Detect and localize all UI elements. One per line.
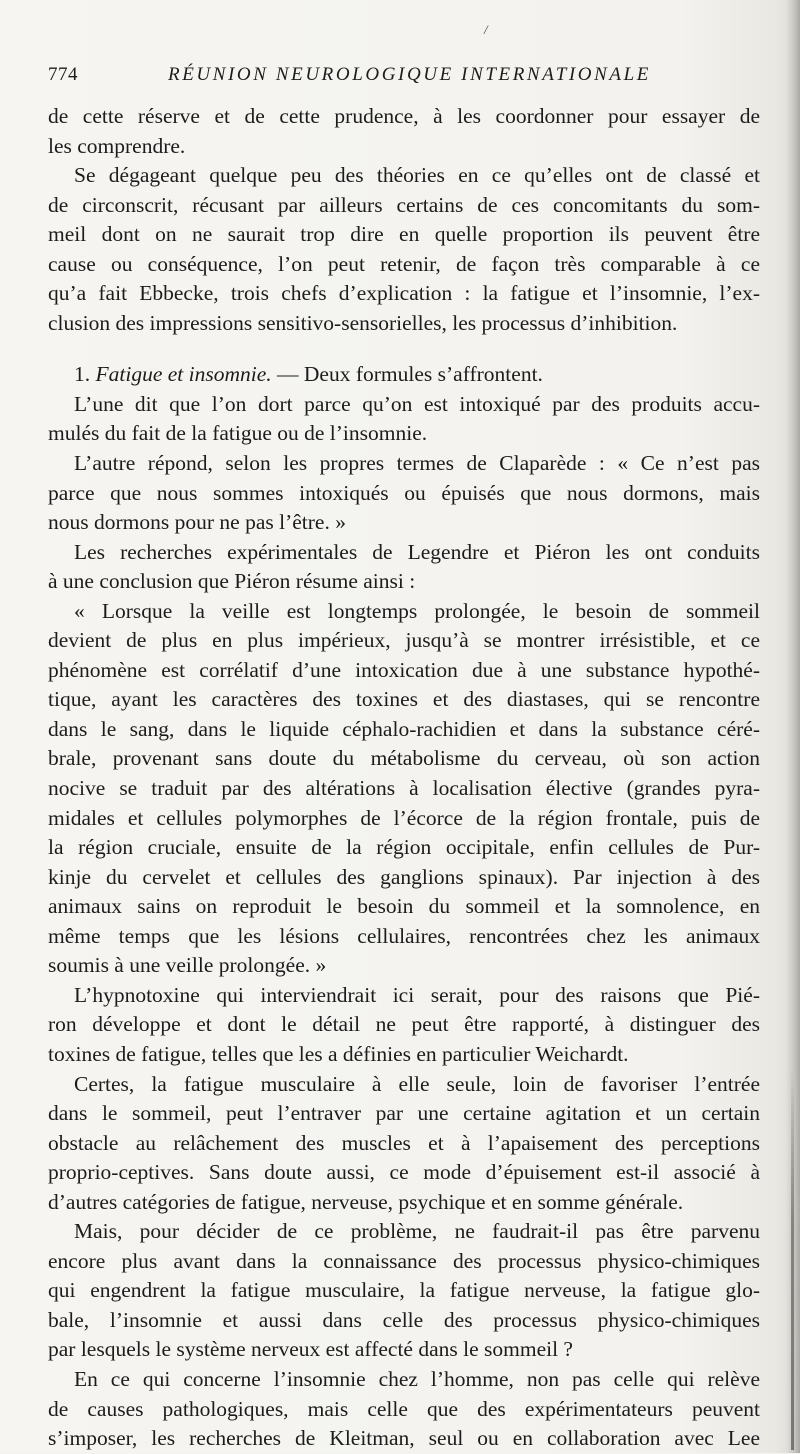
paragraph: [48, 538, 760, 597]
text-line: Certes, la fatigue musculaire à elle seule, loin de favoriser l’entrée: [74, 1071, 760, 1096]
text-line: kinje du cervelet et cellules des ganglions spinaux). Par injection à des: [48, 864, 760, 889]
text-line: la région cruciale, ensuite de la région occipitale, enfin cellules de Pur-: [48, 835, 760, 860]
section-number: 1.: [74, 362, 96, 387]
paragraph: [48, 161, 760, 338]
text-line: phénomène est corrélatif d’une intoxication due à une substance hypothé-: [48, 657, 760, 682]
text-line: animaux sains on reproduit le besoin du sommeil et la somnolence, en: [48, 894, 760, 919]
text-line: par lesquels le système nerveux est affecté dans le sommeil ?: [48, 1337, 573, 1362]
paragraph-gap: [48, 338, 760, 360]
text-line: devient de plus en plus impérieux, jusqu’à se montrer irrésistible, et ce: [48, 628, 760, 653]
paragraph: [48, 1365, 760, 1454]
text-line: Se dégageant quelque peu des théories en ce qu’elles ont de classé et: [74, 163, 760, 188]
paragraph: [48, 597, 760, 981]
paragraph: [48, 1070, 760, 1218]
paragraph: [48, 1217, 760, 1365]
text-line: L’hypnotoxine qui interviendrait ici serait, pour des raisons que Pié-: [74, 982, 760, 1007]
paragraph: [48, 390, 760, 449]
text-line: qui engendrent la fatigue musculaire, la fatigue nerveuse, la fatigue glo-: [48, 1278, 760, 1303]
section-heading: [48, 360, 760, 390]
text-line: mulés du fait de la fatigue ou de l’insomnie.: [48, 421, 428, 446]
running-title: RÉUNION NEUROLOGIQUE INTERNATIONALE: [168, 64, 651, 85]
text-line: bale, l’insomnie et aussi dans celle des processus physico-chimiques: [48, 1307, 760, 1332]
text-line: clusion des impressions sensitivo-sensorielles, les processus d’inhibition.: [48, 310, 678, 335]
running-header: [48, 64, 754, 94]
body-text: [48, 102, 760, 1454]
text-line: d’autres catégories de fatigue, nerveuse, psychique et en somme générale.: [48, 1189, 684, 1214]
text-line: En ce qui concerne l’insomnie chez l’homme, non pas celle qui relève: [74, 1366, 760, 1391]
text-line: obstacle au relâchement des muscles et à l’apaisement des perceptions: [48, 1130, 760, 1155]
section-heading-text: — Deux formules s’affrontent.: [271, 362, 543, 387]
section-title: Fatigue et insomnie.: [95, 362, 272, 387]
text-line: les comprendre.: [48, 133, 186, 158]
text-line: encore plus avant dans la connaissance des processus physico-chimiques: [48, 1248, 760, 1273]
text-line: soumis à une veille prolongée. »: [48, 953, 327, 978]
binding-edge: [791, 1070, 794, 1450]
text-line: meil dont on ne saurait trop dire en quelle proportion ils peuvent être: [48, 222, 760, 247]
text-line: L’une dit que l’on dort parce qu’on est intoxiqué par des produits accu-: [74, 391, 760, 416]
text-line: ron développe et dont le détail ne peut être rapporté, à distinguer des: [48, 1012, 760, 1037]
text-line: cause ou conséquence, l’on peut retenir, de façon très comparable à ce: [48, 251, 760, 276]
text-line: « Lorsque la veille est longtemps prolongée, le besoin de sommeil: [74, 598, 760, 623]
text-line: dans le sang, dans le liquide céphalo-rachidien et dans la substance céré-: [48, 716, 760, 741]
text-line: tique, ayant les caractères des toxines et des diastases, qui se rencontre: [48, 687, 760, 712]
text-line: nous dormons pour ne pas l’être. »: [48, 510, 346, 535]
text-line: brale, provenant sans doute du métabolisme du cerveau, où son action: [48, 746, 760, 771]
text-line: qu’a fait Ebbecke, trois chefs d’explication : la fatigue et l’insomnie, l’ex-: [48, 281, 760, 306]
paragraph: [48, 102, 760, 161]
text-line: midales et cellules polymorphes de l’écorce de la région frontale, puis de: [48, 805, 760, 830]
text-line: proprio-ceptives. Sans doute aussi, ce mode d’épuisement est-il associé à: [48, 1160, 760, 1185]
text-line: dans le sommeil, peut l’entraver par une certaine agitation et un certain: [48, 1101, 760, 1126]
text-line: de circonscrit, récusant par ailleurs certains de ces concomitants du som-: [48, 192, 760, 217]
text-line: toxines de fatigue, telles que les a définies en particulier Weichardt.: [48, 1041, 629, 1066]
text-line: s’imposer, les recherches de Kleitman, seul ou en collaboration avec Lee: [48, 1426, 760, 1451]
text-line: nocive se traduit par des altérations à localisation élective (grandes pyra-: [48, 776, 760, 801]
text-line: Mais, pour décider de ce problème, ne faudrait-il pas être parvenu: [74, 1219, 760, 1244]
paragraph: [48, 449, 760, 538]
text-line: de cette réserve et de cette prudence, à les coordonner pour essayer de: [48, 104, 760, 128]
text-line: parce que nous sommes intoxiqués ou épuisés que nous dormons, mais: [48, 480, 760, 505]
page-number: 774: [48, 64, 78, 85]
top-margin-mark: /: [484, 22, 488, 37]
text-line: même temps que les lésions cellulaires, rencontrées chez les animaux: [48, 923, 760, 948]
text-line: Les recherches expérimentales de Legendre et Piéron les ont conduits: [74, 539, 760, 564]
text-line: de causes pathologiques, mais celle que des expérimentateurs peuvent: [48, 1396, 760, 1421]
paragraph: [48, 981, 760, 1070]
text-line: L’autre répond, selon les propres termes de Claparède : « Ce n’est pas: [74, 451, 760, 476]
text-line: à une conclusion que Piéron résume ainsi :: [48, 569, 416, 594]
